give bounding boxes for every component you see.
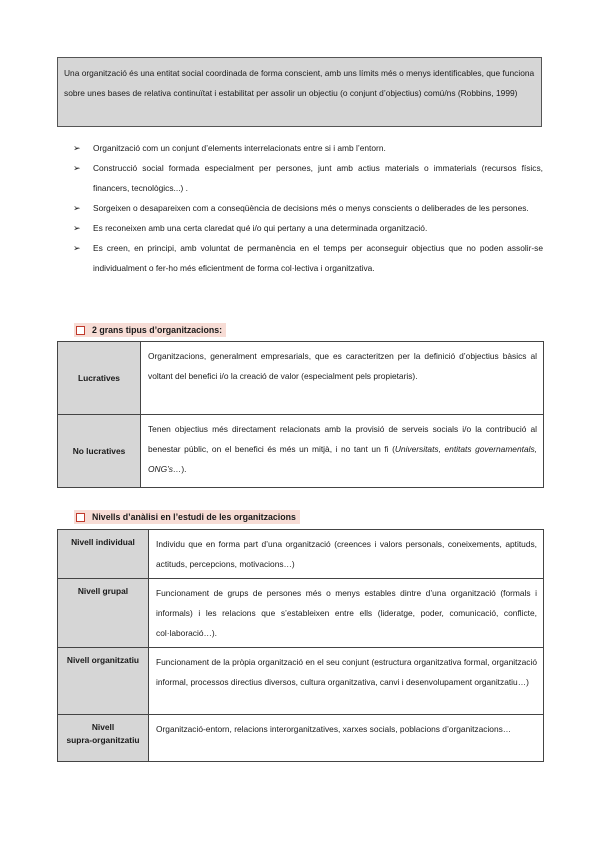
organization-types-table — [57, 341, 544, 488]
section-heading-types — [74, 323, 226, 337]
row-label: Nivell grupal — [58, 579, 149, 648]
table-row — [58, 530, 544, 579]
definition-text: Una organització és una entitat social coordinada de forma conscient, amb uns límits més o menys identificables, que funciona sobre unes bases de relativa continuïtat i estabilitat per assolir un objectiu (o conjunt d’objectius) comú/ns (Robbins, 1999) — [64, 68, 535, 98]
arrow-bullet-icon: ➢ — [73, 163, 81, 173]
row-label: Nivell supra-organitzatiu — [58, 715, 149, 762]
table-row — [58, 415, 544, 488]
row-label: Lucratives — [58, 342, 141, 415]
list-item: ➢ Es reconeixen amb una certa claredat qué i/o qui pertany a una determinada organització. — [73, 218, 543, 238]
checkbox-square-icon — [76, 513, 85, 522]
row-description: Organitzacions, generalment empresarials, que es caracteritzen per la definició d’objectius bàsics al voltant del benefici i/o la creació de valor (especialment pels propietaris). — [141, 342, 544, 415]
row-description: Funcionament de la pròpia organització en el seu conjunt (estructura organitzativa formal, organització informal, processos directius diversos, cultura organitzativa, canvi i desenvolupament organitzatiu…) — [149, 648, 544, 715]
arrow-bullet-icon: ➢ — [73, 243, 81, 253]
arrow-bullet-icon: ➢ — [73, 203, 81, 213]
row-label: Nivell organitzatiu — [58, 648, 149, 715]
list-item: ➢ Construcció social formada especialment per persones, junt amb actius materials o immaterials (recursos físics, financers, tecnològics...) . — [73, 158, 543, 198]
arrow-bullet-icon: ➢ — [73, 143, 81, 153]
row-description: Funcionament de grups de persones més o menys estables dintre d’una organització (formals i informals) i les relacions que s’estableixen entre ells (lideratge, poder, comunicació, conflicte, col·laboració…). — [149, 579, 544, 648]
definition-box — [57, 57, 542, 127]
list-item: ➢ Es creen, en principi, amb voluntat de permanència en el temps per aconseguir objectius que no poden assolir-se individualment o fer-ho més eficientment de forma col·lectiva i organitzativa. — [73, 238, 543, 278]
list-item: ➢ Organització com un conjunt d’elements interrelacionats entre si i amb l’entorn. — [73, 138, 543, 158]
row-description: Individu que en forma part d’una organització (creences i valors personals, coneixements, aptituds, actituds, percepcions, motivacions…) — [149, 530, 544, 579]
row-description: Tenen objectius més directament relacionats amb la provisió de serveis socials i/o la contribució al benestar públic, on el benefici és més un mitjà, i no tant un fi (Universitats, entitats governamentals, ONG’s…). — [141, 415, 544, 488]
characteristics-list — [73, 138, 543, 278]
section-title: 2 grans tipus d’organitzacions: — [92, 325, 223, 335]
table-row — [58, 648, 544, 715]
analysis-levels-table — [57, 529, 544, 762]
table-row — [58, 342, 544, 415]
arrow-bullet-icon: ➢ — [73, 223, 81, 233]
checkbox-square-icon — [76, 326, 85, 335]
table-row — [58, 715, 544, 762]
row-label: Nivell individual — [58, 530, 149, 579]
section-heading-levels — [74, 510, 300, 524]
row-description: Organització-entorn, relacions interorganitzatives, xarxes socials, poblacions d’organitzacions… — [149, 715, 544, 762]
section-title: Nivells d’anàlisi en l’estudi de les organitzacions — [92, 512, 296, 522]
list-item: ➢ Sorgeixen o desapareixen com a conseqüència de decisions més o menys conscients o deliberades de les persones. — [73, 198, 543, 218]
table-row — [58, 579, 544, 648]
row-label: No lucratives — [58, 415, 141, 488]
